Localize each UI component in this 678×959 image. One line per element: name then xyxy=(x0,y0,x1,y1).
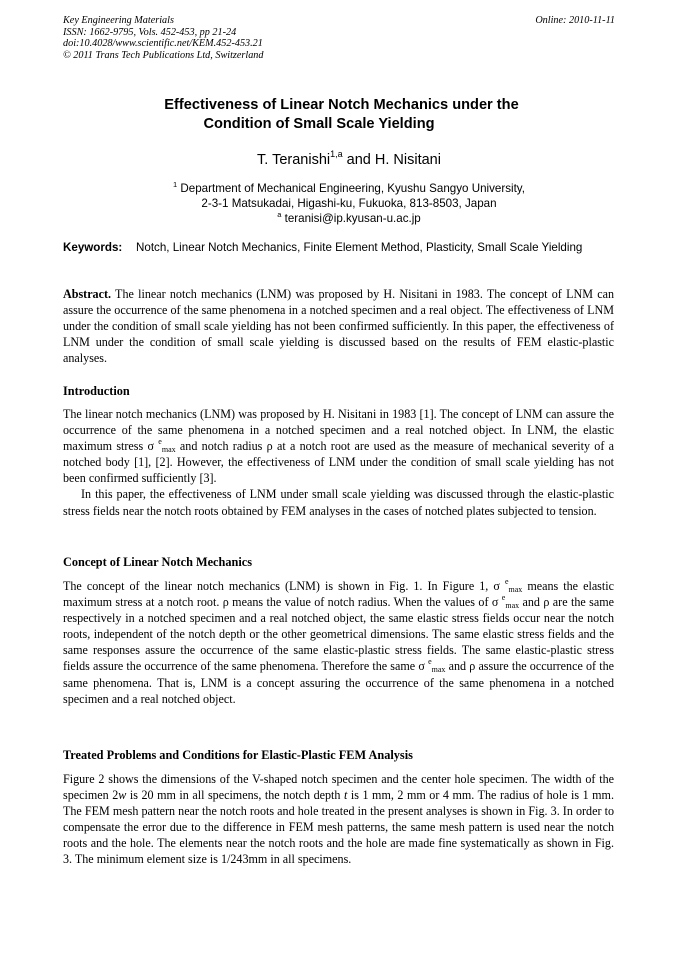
journal-name: Key Engineering Materials xyxy=(63,15,174,26)
title-line-1: Effectiveness of Linear Notch Mechanics under the xyxy=(164,97,519,113)
affiliation-block xyxy=(0,181,678,226)
email-mark: a xyxy=(277,210,282,219)
email-address: teranisi@ip.kyusan-u.ac.jp xyxy=(281,212,421,225)
affiliation-line-2: 2-3-1 Matsukadai, Higashi-ku, Fukuoka, 813-8503, Japan xyxy=(201,197,497,210)
keywords-label: Keywords: xyxy=(63,241,123,254)
concept-body xyxy=(63,578,614,707)
doi-line: doi:10.4028/www.scientific.net/KEM.452-453.21 xyxy=(63,38,263,49)
keywords-block xyxy=(63,240,614,256)
introduction-paragraph-2: In this paper, the effectiveness of LNM under small scale yielding was discussed through the elastic-plastic stress fields near the notch roots obtained by FEM analyses in the cases of notched plates subjected to tension. xyxy=(63,487,614,518)
affiliation-line-1: $^1$ Department of Mechanical Engineering, Kyushu Sangyo University, xyxy=(173,180,525,195)
email-line xyxy=(20,211,678,226)
issn-line: ISSN: 1662-9795, Vols. 452-453, pp 21-24 xyxy=(63,26,237,38)
author-1: T. Teranishi xyxy=(257,152,331,168)
introduction-body xyxy=(63,406,614,519)
paper-title xyxy=(0,96,678,134)
abstract xyxy=(63,286,614,366)
section-heading-introduction: Introduction xyxy=(63,384,130,398)
online-date: Online: 2010-11-11 xyxy=(535,15,615,26)
author-1-affiliation-mark: 1,a xyxy=(330,149,343,159)
title-line-2: Condition of Small Scale Yielding xyxy=(203,116,435,132)
section-heading-concept: Concept of Linear Notch Mechanics xyxy=(63,555,252,569)
affiliation-mark: 1 xyxy=(173,180,178,189)
abstract-text: The linear notch mechanics (LNM) was proposed by H. Nisitani in 1983. The concept of LNM can assure the occurrence of the same phenomena in a notched specimen and a real object. The effectiveness of LNM under the condition of small scale yielding has not been confirmed sufficiently. In this paper, the effectiveness of LNM under the condition of small scale yielding is discussed based on the results of FEM elastic-plastic analyses. xyxy=(63,287,614,366)
copyright-line: © 2011 Trans Tech Publications Ltd, Switzerland xyxy=(63,49,264,61)
treated-problems-paragraph: Figure 2 shows the dimensions of the V-shaped notch specimen and the center hole specimen. The width of the specimen 2w is 20 mm in all specimens, the notch depth t is 1 mm, 2 mm or 4 mm. The radius of hole is 1 mm. The FEM mesh pattern near the notch roots and hole treated in the present analyses is shown in Fig. 3. In order to compensate the error due to the difference in FEM mesh patterns, the same mesh pattern is used near the notch roots and the hole. The elements near the notch roots and the hole are made fine systematically as shown in Fig. 3. The minimum element size is 1/243mm in all specimens. xyxy=(63,772,614,867)
treated-problems-body xyxy=(63,771,614,868)
author-list xyxy=(0,149,678,168)
concept-paragraph: The concept of the linear notch mechanics (LNM) is shown in Fig. 1. In Figure 1, σ $^e_{max}$ means the elastic maximum stress at a notch root. ρ means the value of notch radius. When the values of σ $^e_{max}$ and ρ are the same respectively in a notched specimen and a real notched object, the same elastic stress fields occur near the notch roots, independent of the notch depth or the other geometrical dimensions. The same elastic stress fields and the same responses assure the occurrence of the same elastic-plastic stress fields. The same elastic-plastic stress fields assure the occurrence of the same phenomena. Therefore the same σ $^e_{max}$ and ρ assure the occurrence of the same phenomena. That is, LNM is a concept assuring the occurrence of the same phenomena in a notched specimen and a real notched object. xyxy=(63,577,615,706)
section-heading-treated-problems: Treated Problems and Conditions for Elastic-Plastic FEM Analysis xyxy=(63,748,413,762)
introduction-paragraph-1: The linear notch mechanics (LNM) was proposed by H. Nisitani in 1983 [1]. The concept of LNM can assure the occurrence of the same phenomena in a notched specimen and a real notched object. In LNM, the elastic maximum stress σ $^e_{max}$ and notch radius ρ at a notch root are used as the measure of mechanical severity of a notched body [1], [2]. However, the effectiveness of LNM under the condition of small scale yielding has not been confirmed sufficiently [3]. xyxy=(63,407,614,486)
keywords-text: Notch, Linear Notch Mechanics, Finite Element Method, Plasticity, Small Scale Yielding xyxy=(136,241,583,254)
abstract-label: Abstract. xyxy=(63,287,112,301)
journal-header xyxy=(63,15,615,61)
author-2: and H. Nisitani xyxy=(342,152,441,168)
